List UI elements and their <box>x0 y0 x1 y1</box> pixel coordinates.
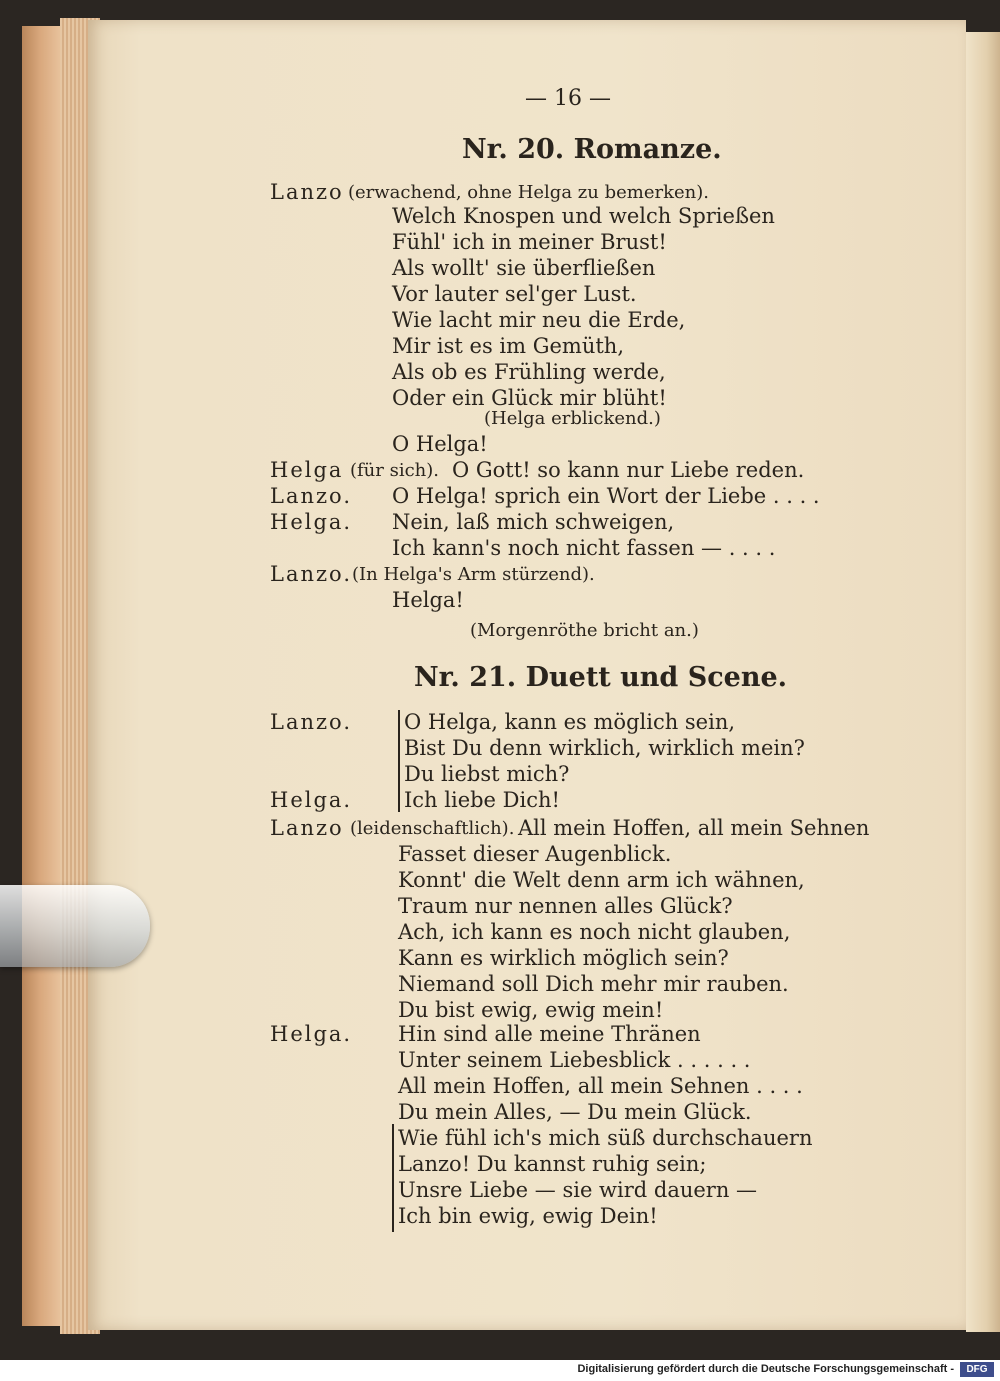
verse-line: Wie fühl ich's mich süß durchschauern <box>398 1126 813 1150</box>
plastic-page-holder <box>0 885 150 967</box>
verse-line: All mein Hoffen, all mein Sehnen . . . . <box>398 1074 803 1098</box>
verse-line: Ich liebe Dich! <box>404 788 560 812</box>
speaker-label: Helga. <box>270 510 353 534</box>
digitization-footer <box>0 1360 1000 1381</box>
speaker-label: Lanzo. <box>270 710 353 734</box>
verse-line: Traum nur nennen alles Glück? <box>398 894 733 918</box>
section-heading-romanze: Nr. 20. Romanze. <box>462 134 722 165</box>
speaker-label: Helga. <box>270 1022 353 1046</box>
speaker-label: Lanzo <box>270 180 344 204</box>
verse-line: Fühl' ich in meiner Brust! <box>392 230 667 254</box>
verse-line: Lanzo! Du kannst ruhig sein; <box>398 1152 707 1176</box>
speaker-label: Helga <box>270 458 344 482</box>
stage-direction: (leidenschaftlich). <box>350 818 515 839</box>
verse-line: Bist Du denn wirklich, wirklich mein? <box>404 736 805 760</box>
section-heading-duett: Nr. 21. Duett und Scene. <box>414 662 788 693</box>
stage-direction: (In Helga's Arm stürzend). <box>352 564 595 585</box>
verse-line: Wie lacht mir neu die Erde, <box>392 308 686 332</box>
footer-credit: Digitalisierung gefördert durch die Deutsche Forschungsgemeinschaft - <box>577 1363 954 1375</box>
verse-line: O Helga, kann es möglich sein, <box>404 710 736 734</box>
verse-line: O Helga! <box>392 432 488 456</box>
verse-line: Du liebst mich? <box>404 762 570 786</box>
verse-line: Oder ein Glück mir blüht! <box>392 386 667 410</box>
stage-direction: (für sich). <box>350 460 440 481</box>
page-number: — 16 — <box>525 86 611 111</box>
right-page-edge <box>966 32 1000 1332</box>
verse-line: Als ob es Frühling werde, <box>392 360 666 384</box>
verse-line: Vor lauter sel'ger Lust. <box>392 282 637 306</box>
verse-brace <box>398 710 400 812</box>
dfg-logo: DFG <box>960 1362 994 1377</box>
verse-line: Du mein Alles, — Du mein Glück. <box>398 1100 752 1124</box>
verse-line: Ich kann's noch nicht fassen — . . . . <box>392 536 776 560</box>
speaker-label: Lanzo. <box>270 484 353 508</box>
verse-line: Fasset dieser Augenblick. <box>398 842 672 866</box>
verse-line: Unter seinem Liebesblick . . . . . . <box>398 1048 751 1072</box>
verse-line: Kann es wirklich möglich sein? <box>398 946 729 970</box>
stage-direction: (Helga erblickend.) <box>484 408 661 429</box>
verse-brace <box>392 1124 394 1232</box>
verse-line: Du bist ewig, ewig mein! <box>398 998 664 1022</box>
verse-line: O Helga! sprich ein Wort der Liebe . . . . <box>392 484 820 508</box>
speaker-label: Lanzo <box>270 816 344 840</box>
verse-line: Welch Knospen und welch Sprießen <box>392 204 775 228</box>
stage-direction: (erwachend, ohne Helga zu bemerken). <box>348 182 709 203</box>
speaker-label: Helga. <box>270 788 353 812</box>
verse-line: Ich bin ewig, ewig Dein! <box>398 1204 658 1228</box>
verse-line: Konnt' die Welt denn arm ich wähnen, <box>398 868 805 892</box>
verse-line: Mir ist es im Gemüth, <box>392 334 625 358</box>
verse-line: Ach, ich kann es noch nicht glauben, <box>398 920 791 944</box>
verse-line: Helga! <box>392 588 464 612</box>
verse-line: Nein, laß mich schweigen, <box>392 510 675 534</box>
stage-direction: (Morgenröthe bricht an.) <box>470 620 699 641</box>
verse-line: O Gott! so kann nur Liebe reden. <box>452 458 805 482</box>
verse-line: Unsre Liebe — sie wird dauern — <box>398 1178 758 1202</box>
speaker-label: Lanzo. <box>270 562 353 586</box>
verse-line: Niemand soll Dich mehr mir rauben. <box>398 972 789 996</box>
verse-line: Hin sind alle meine Thränen <box>398 1022 701 1046</box>
verse-line: All mein Hoffen, all mein Sehnen <box>518 816 870 840</box>
verse-line: Als wollt' sie überfließen <box>392 256 656 280</box>
